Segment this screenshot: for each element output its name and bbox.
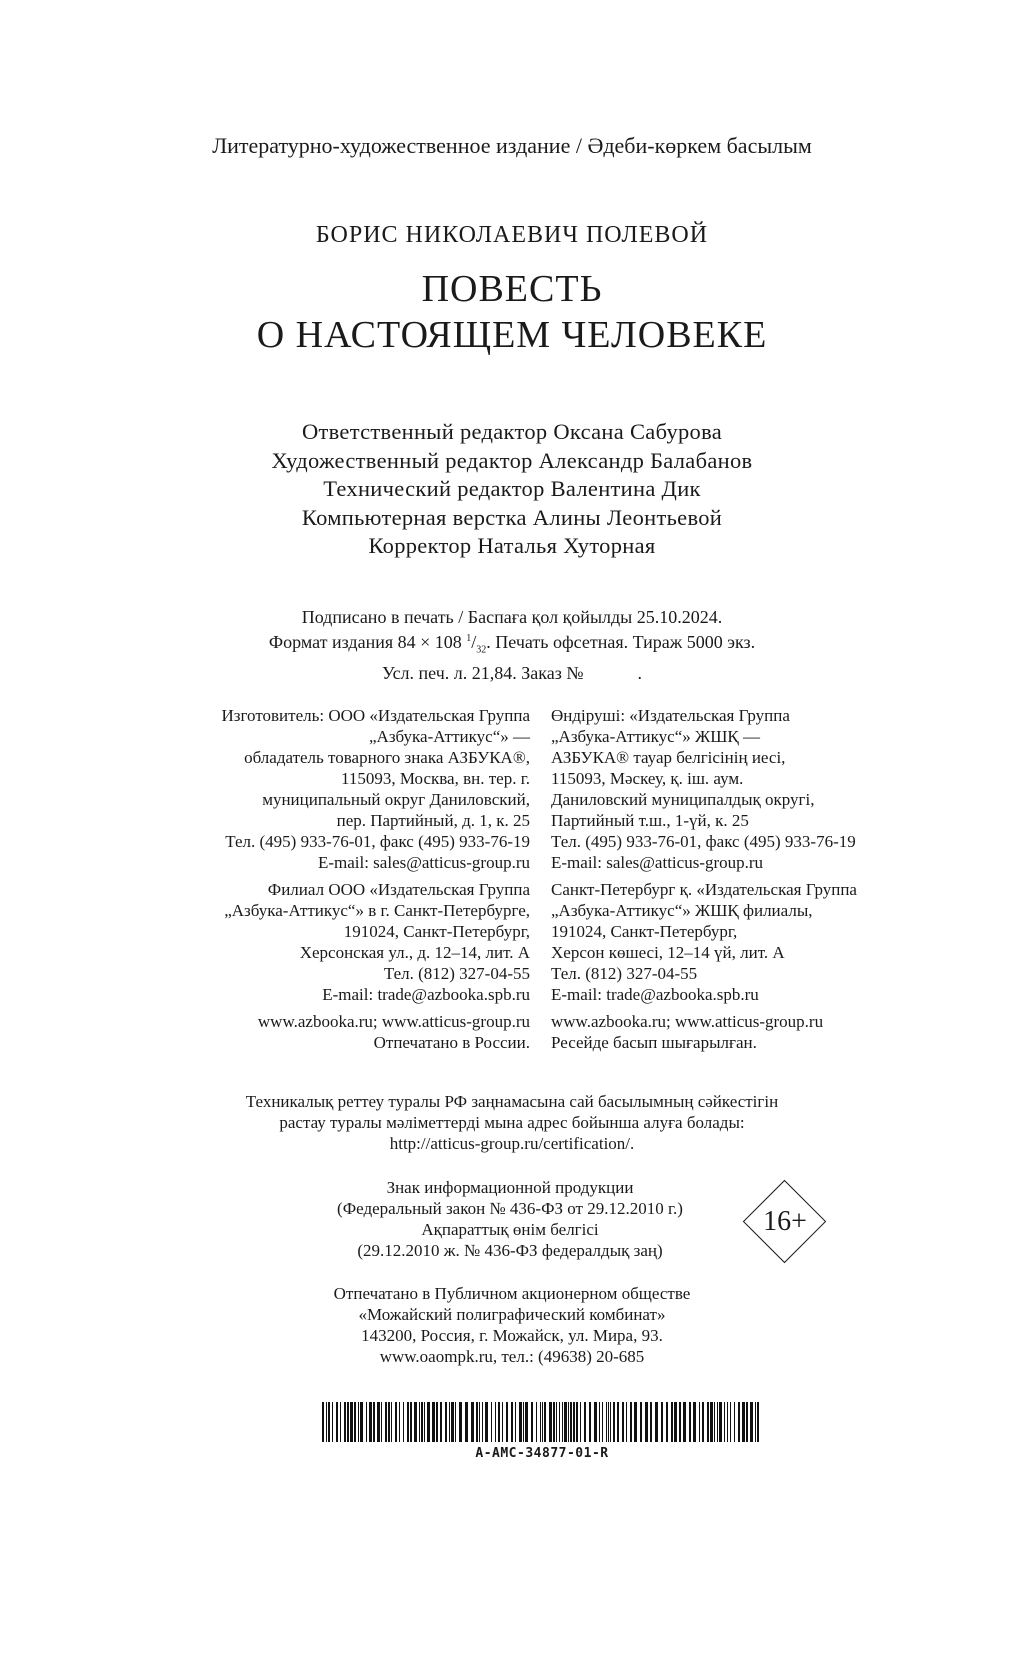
age-rating-block: [0, 1177, 1024, 1267]
format-sup: 1: [466, 633, 472, 644]
info-line: Өндіруші: «Издательская Группа: [551, 706, 790, 725]
info-line: 115093, Мәскеу, қ. іш. аум.: [551, 769, 744, 788]
info-line: Тел. (812) 327-04-55: [383, 964, 530, 983]
info-line: Херсон көшесі, 12–14 үй, лит. А: [551, 943, 785, 962]
info-line: „Азбука-Аттикус“» ЖШҚ филиалы,: [551, 901, 813, 920]
info-line: 191024, Санкт-Петербург,: [551, 922, 738, 941]
printer-line: «Можайский полиграфический комбинат»: [358, 1305, 666, 1324]
info-line: „Азбука-Аттикус“» —: [369, 727, 530, 746]
info-line: Филиал ООО «Издательская Группа: [267, 880, 530, 899]
branch-block-kz: [551, 879, 951, 1005]
info-line: Санкт-Петербург қ. «Издательская Группа: [551, 880, 857, 899]
printed-in-line: Отпечатано в России.: [373, 1033, 530, 1052]
email-line: E-mail: trade@azbooka.spb.ru: [551, 985, 759, 1004]
info-line: „Азбука-Аттикус“» в г. Санкт-Петербурге,: [224, 901, 530, 920]
publisher-info-ru: [130, 705, 530, 1059]
format-pre: Формат издания 84 × 108: [268, 632, 467, 652]
info-line: Херсонская ул., д. 12–14, лит. А: [299, 943, 530, 962]
print-info: [0, 606, 1024, 684]
website-line: www.azbooka.ru; www.atticus-group.ru: [551, 1012, 824, 1031]
printer-line: Отпечатано в Публичном акционерном обществе: [333, 1284, 691, 1303]
author-name: БОРИС НИКОЛАЕВИЧ ПОЛЕВОЙ: [315, 222, 709, 248]
certification-info: [0, 1091, 1024, 1154]
age-info-text: [300, 1177, 720, 1261]
email-line: E-mail: sales@atticus-group.ru: [317, 853, 530, 872]
editor-line: Компьютерная верстка Алины Леонтьевой: [301, 504, 723, 530]
book-title: [0, 266, 1024, 358]
info-line: Партийный т.ш., 1-үй, к. 25: [551, 811, 749, 830]
printer-line: www.oaompk.ru, тел.: (49638) 20-685: [379, 1347, 645, 1366]
barcode-icon: [322, 1402, 762, 1442]
info-line: АЗБУКА® тауар белгісінің иесі,: [551, 748, 786, 767]
barcode-number: A-AMC-34877-01-R: [475, 1446, 609, 1461]
title-line: О НАСТОЯЩЕМ ЧЕЛОВЕКЕ: [256, 314, 768, 356]
printer-line: 143200, Россия, г. Можайск, ул. Мира, 93.: [361, 1326, 663, 1345]
editor-line: Корректор Наталья Хуторная: [368, 533, 656, 558]
format-sub: 32: [476, 644, 487, 656]
certification-url: http://atticus-group.ru/certification/.: [389, 1134, 635, 1153]
info-line: обладатель товарного знака АЗБУКА®,: [244, 748, 530, 767]
web-block-ru: [130, 1011, 530, 1053]
email-line: E-mail: sales@atticus-group.ru: [551, 853, 764, 872]
age-info-line: (29.12.2010 ж. № 436-ФЗ федералдық заң): [357, 1241, 663, 1260]
info-line: Даниловский муниципалдық округі,: [551, 790, 815, 809]
age-rating-label: 16+: [763, 1206, 807, 1237]
branch-block-ru: [130, 879, 530, 1005]
info-line: муниципальный округ Даниловский,: [262, 790, 530, 809]
age-info-line: Ақпараттық өнім белгісі: [421, 1220, 599, 1239]
publisher-info-kz: [551, 705, 951, 1059]
info-line: Изготовитель: ООО «Издательская Группа: [221, 706, 530, 725]
editor-line: Технический редактор Валентина Дик: [323, 476, 701, 501]
format-line: Формат издания 84 × 108 $^1/_{32}$. Печать офсетная. Тираж 5000 экз.: [268, 632, 756, 656]
info-line: 115093, Москва, вн. тер. г.: [340, 769, 530, 788]
age-info-line: (Федеральный закон № 436-ФЗ от 29.12.2010 г.): [337, 1199, 683, 1218]
info-line: пер. Партийный, д. 1, к. 25: [336, 811, 530, 830]
website-line: www.azbooka.ru; www.atticus-group.ru: [257, 1012, 530, 1031]
printer-info: [0, 1283, 1024, 1367]
certification-line: Техникалық реттеу туралы РФ заңнамасына сай басылымның сәйкестігін: [245, 1092, 779, 1111]
info-line: „Азбука-Аттикус“» ЖШҚ —: [551, 727, 760, 746]
editor-line: Художественный редактор Александр Балабанов: [271, 447, 753, 473]
web-block-kz: [551, 1011, 951, 1053]
editors-list: [0, 418, 1024, 561]
title-line: ПОВЕСТЬ: [421, 268, 603, 310]
info-line: Тел. (812) 327-04-55: [551, 964, 698, 983]
certification-line: растау туралы мәліметтерді мына адрес бойынша алуға болады:: [279, 1113, 745, 1132]
printed-in-line: Ресейде басып шығарылған.: [551, 1033, 757, 1052]
format-post: . Печать офсетная. Тираж 5000 экз.: [486, 632, 756, 652]
age-rating-badge: [740, 1177, 830, 1267]
order-line: Усл. печ. л. 21,84. Заказ № .: [381, 662, 642, 683]
manufacturer-block-ru: [130, 705, 530, 873]
signed-date: Подписано в печать / Баспаға қол қойылды 25.10.2024.: [301, 607, 723, 627]
info-line: Тел. (495) 933-76-01, факс (495) 933-76-19: [551, 832, 856, 851]
email-line: E-mail: trade@azbooka.spb.ru: [322, 985, 530, 1004]
info-line: 191024, Санкт-Петербург,: [343, 922, 530, 941]
age-info-line: Знак информационной продукции: [386, 1178, 634, 1197]
editor-line: Ответственный редактор Оксана Сабурова: [301, 419, 723, 444]
genre-line: Литературно-художественное издание / Әдеби-көркем басылым: [212, 133, 812, 158]
info-line: Тел. (495) 933-76-01, факс (495) 933-76-19: [225, 832, 530, 851]
manufacturer-block-kz: [551, 705, 951, 873]
